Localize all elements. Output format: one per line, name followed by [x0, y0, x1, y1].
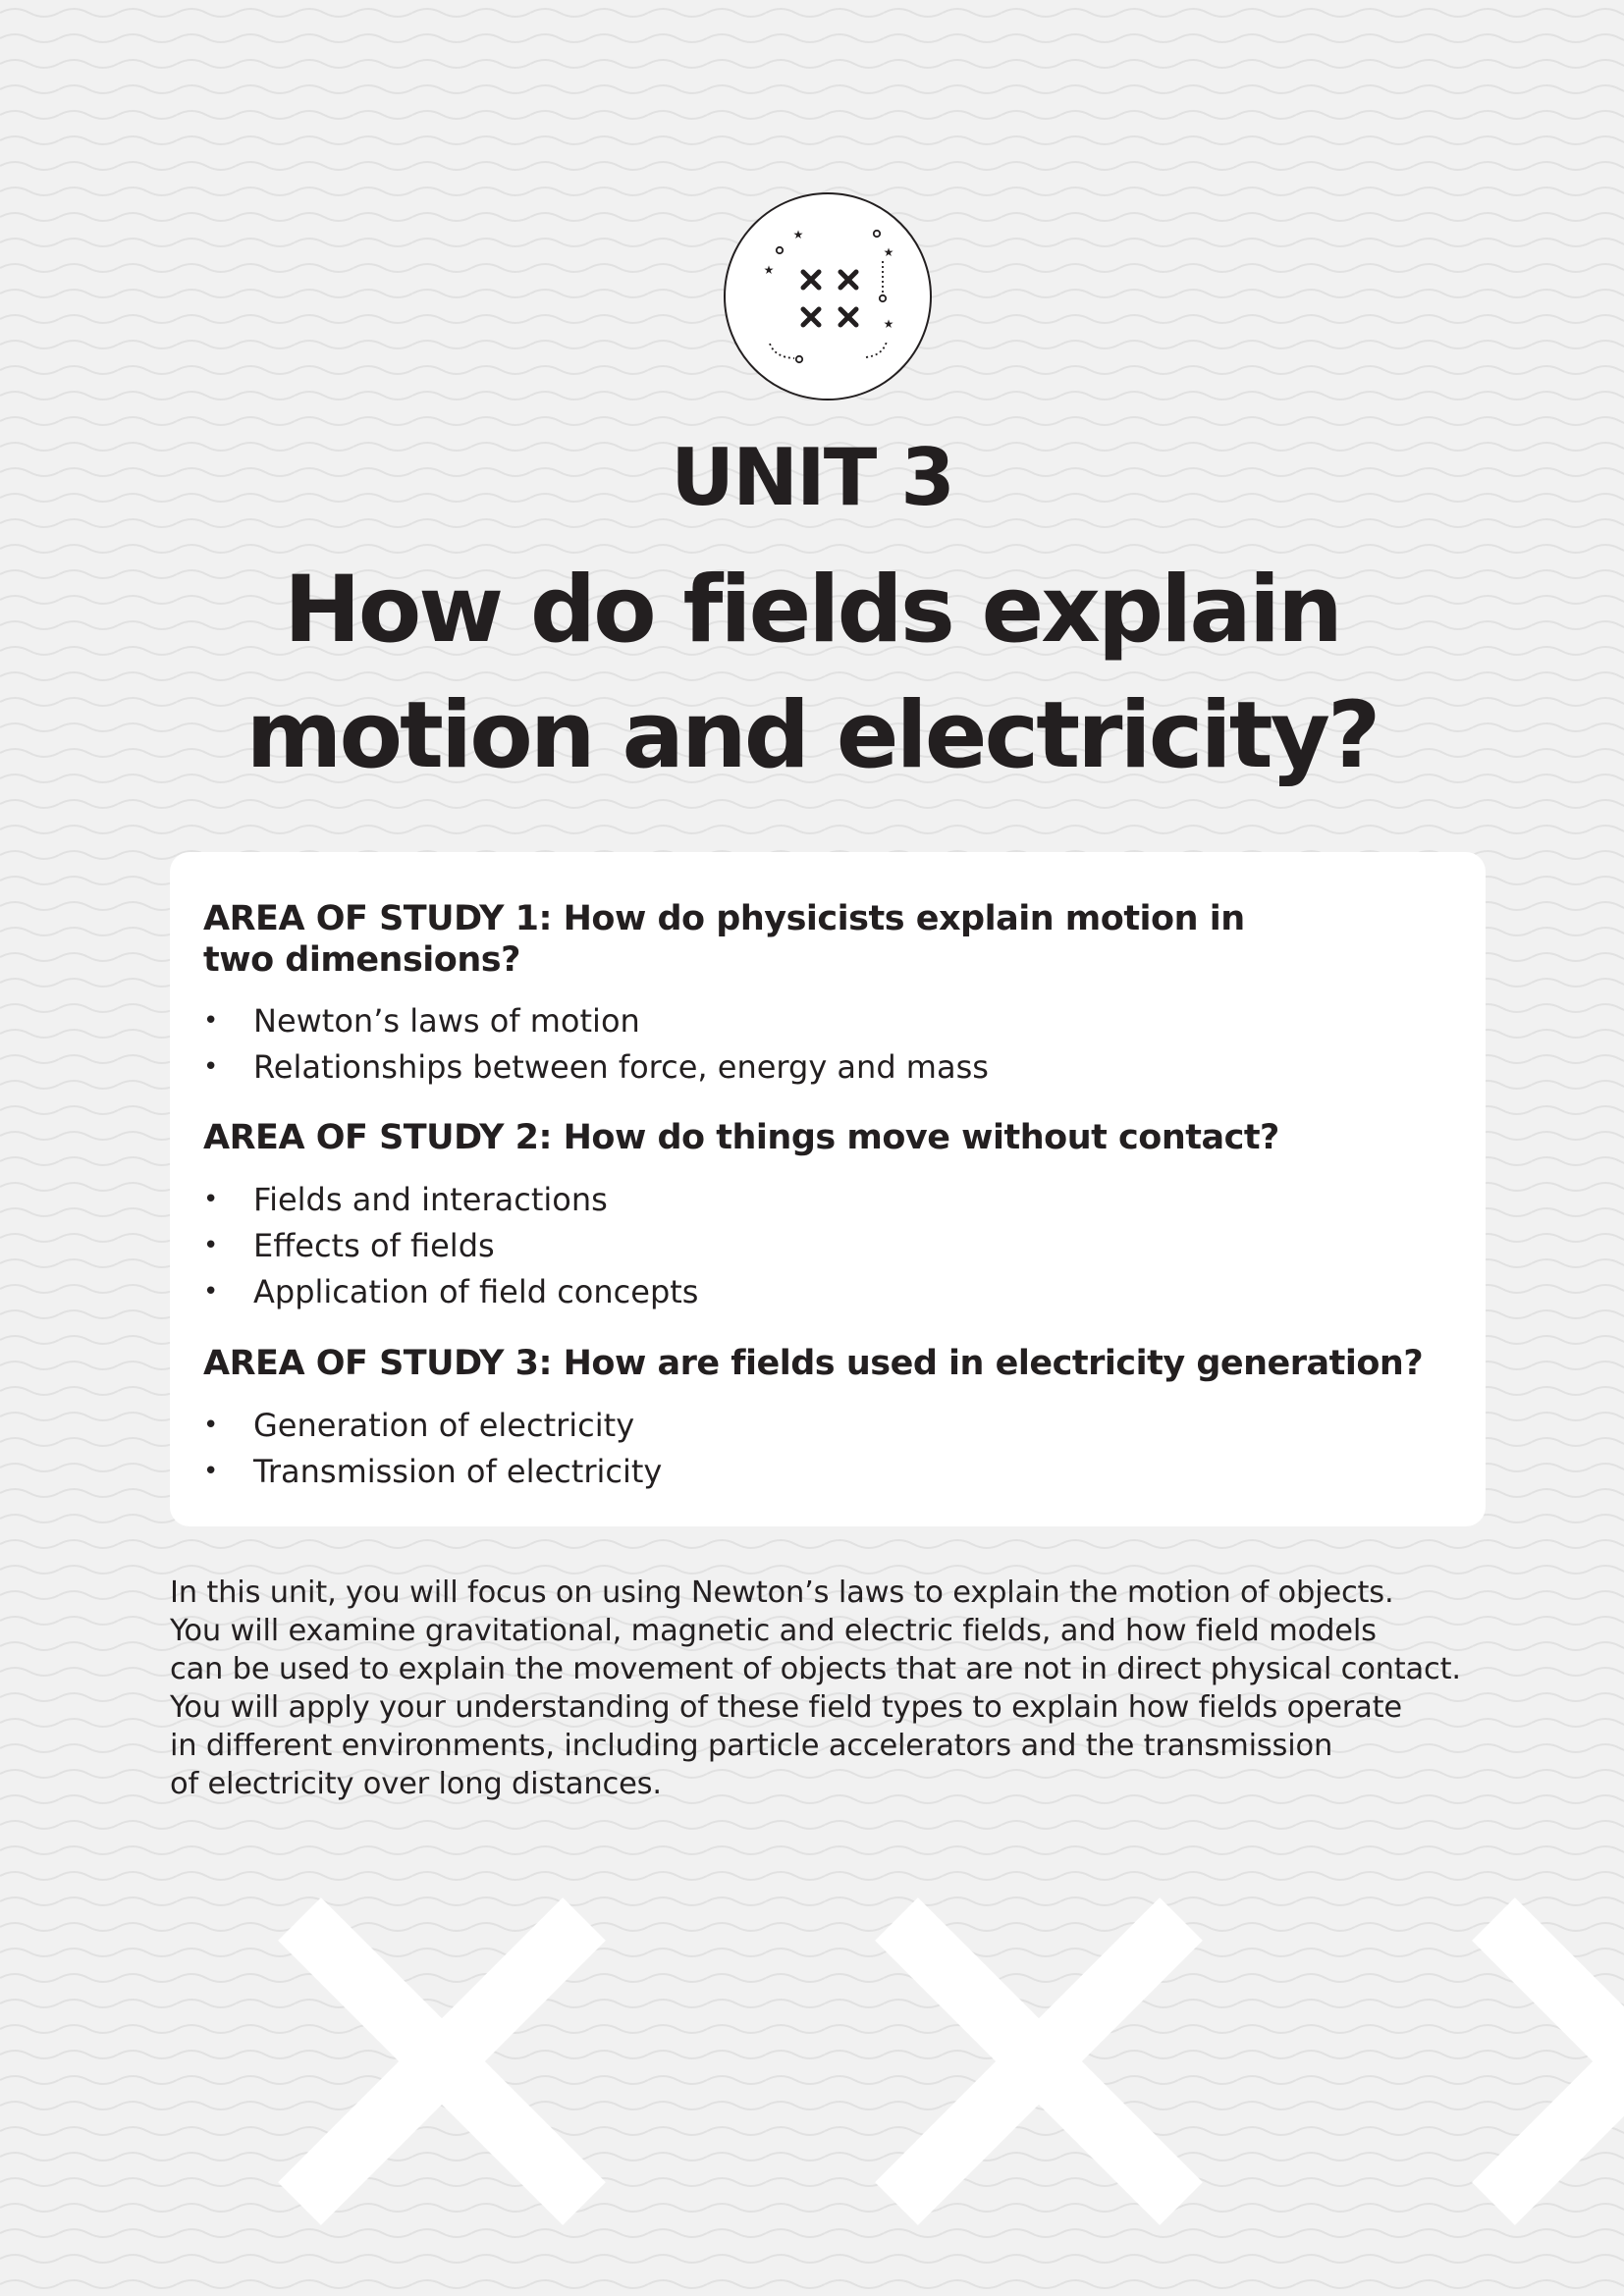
list-item	[203, 1269, 698, 1315]
unit-label: UNIT 3	[671, 432, 953, 523]
bullet: •	[203, 1231, 219, 1260]
topic-text: Application of field concepts	[253, 1273, 699, 1310]
list-item	[203, 998, 989, 1044]
list-item	[203, 1449, 662, 1495]
topic-text: Fields and interactions	[253, 1181, 608, 1218]
svg-text:★: ★	[883, 317, 894, 331]
cross-decoration	[872, 1895, 1206, 2228]
svg-text:★: ★	[792, 228, 804, 241]
area-heading-line: AREA OF STUDY 2: How do things move without contact?	[203, 1118, 1279, 1157]
topic-text: Effects of fields	[253, 1227, 495, 1264]
area-of-study-3-topics	[203, 1403, 662, 1495]
topic-text: Generation of electricity	[253, 1407, 635, 1444]
area-heading-line: two dimensions?	[203, 940, 520, 980]
area-heading-line: AREA OF STUDY 1: How do physicists explain motion in	[203, 899, 1245, 938]
area-of-study-1-topics	[203, 998, 989, 1091]
intro-line: of electricity over long distances.	[170, 1767, 662, 1801]
bullet: •	[203, 1052, 219, 1082]
cross-decoration	[275, 1895, 609, 2228]
intro-line: In this unit, you will focus on using Newton’s laws to explain the motion of objects.	[170, 1575, 1394, 1610]
bullet: •	[203, 1006, 219, 1036]
svg-text:★: ★	[763, 263, 775, 277]
area-heading-line: AREA OF STUDY 3: How are fields used in electricity generation?	[203, 1344, 1424, 1383]
bullet: •	[203, 1411, 219, 1440]
unit-title	[0, 548, 1624, 799]
svg-text:★: ★	[883, 245, 894, 259]
bullet: •	[203, 1185, 219, 1214]
intro-line: You will apply your understanding of these field types to explain how fields operate	[170, 1690, 1402, 1725]
area-of-study-3-heading	[203, 1343, 1423, 1384]
unit-intro-paragraph	[170, 1574, 1525, 1803]
area-of-study-2-heading	[203, 1117, 1279, 1158]
bullet: •	[203, 1457, 219, 1486]
list-item	[203, 1177, 698, 1223]
area-of-study-1-heading	[203, 898, 1245, 981]
topic-text: Newton’s laws of motion	[253, 1002, 640, 1040]
intro-line: in different environments, including particle accelerators and the transmission	[170, 1729, 1333, 1763]
area-of-study-2-topics	[203, 1177, 698, 1315]
list-item	[203, 1223, 698, 1269]
unit-title-line: How do fields explain	[284, 557, 1340, 664]
areas-of-study-card	[170, 852, 1486, 1526]
intro-line: can be used to explain the movement of objects that are not in direct physical contact.	[170, 1652, 1461, 1686]
unit-title-line: motion and electricity?	[245, 682, 1379, 789]
intro-line: You will examine gravitational, magnetic and electric fields, and how field models	[170, 1614, 1377, 1648]
bullet: •	[203, 1277, 219, 1307]
topic-text: Transmission of electricity	[253, 1453, 663, 1490]
list-item	[203, 1403, 662, 1449]
topic-text: Relationships between force, energy and mass	[253, 1048, 989, 1086]
list-item	[203, 1044, 989, 1091]
cross-decoration	[1469, 1895, 1624, 2228]
unit-emblem-icon	[724, 192, 932, 400]
